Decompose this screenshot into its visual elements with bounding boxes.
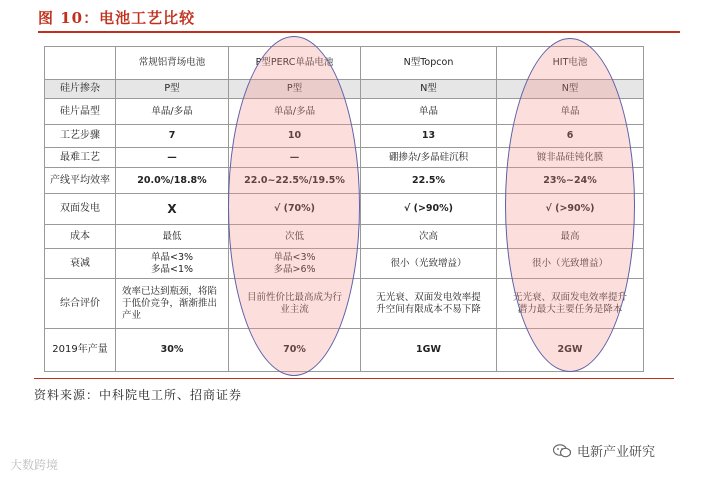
table-cell: 2GW — [497, 329, 644, 372]
header-cell-empty — [45, 47, 116, 80]
row-label: 衰减 — [45, 249, 116, 279]
table-cell: 镀非晶硅钝化膜 — [497, 148, 644, 168]
table-cell: 23%~24% — [497, 168, 644, 194]
table-cell: 单晶 — [497, 99, 644, 125]
cell-process-comparison-table — [44, 46, 644, 372]
row-label: 硅片晶型 — [45, 99, 116, 125]
table-cell: 1GW — [361, 329, 497, 372]
source-note: 资料来源：中科院电工所、招商证券 — [34, 388, 243, 402]
figure-title: 图 10：电池工艺比较 — [38, 9, 196, 27]
table-cell: — — [116, 148, 229, 168]
header-cell-hit: HIT电池 — [497, 47, 644, 80]
table-cell: 13 — [361, 125, 497, 148]
table-cell: 很小（光致增益） — [361, 249, 497, 279]
table-cell: √ (70%) — [229, 194, 361, 225]
table-cell: 次低 — [229, 225, 361, 249]
row-label: 工艺步骤 — [45, 125, 116, 148]
table-row — [45, 329, 644, 372]
row-label: 成本 — [45, 225, 116, 249]
table-cell: 7 — [116, 125, 229, 148]
source-divider — [34, 378, 674, 379]
table-cell: 硼掺杂/多晶硅沉积 — [361, 148, 497, 168]
table-row — [45, 125, 644, 148]
table-row — [45, 225, 644, 249]
table-row — [45, 168, 644, 194]
table-cell: 30% — [116, 329, 229, 372]
table-row — [45, 148, 644, 168]
table-cell: 最低 — [116, 225, 229, 249]
table-cell: — — [229, 148, 361, 168]
table-cell: P型 — [229, 80, 361, 99]
table-cell: √ (>90%) — [361, 194, 497, 225]
comparison-table-container — [44, 46, 643, 371]
header-cell-topcon: N型Topcon — [361, 47, 497, 80]
table-cell: X — [116, 194, 229, 225]
table-cell: 很小（光致增益） — [497, 249, 644, 279]
table-cell: 无光衰、双面发电效率提升空间有限成本不易下降 — [361, 279, 497, 329]
table-cell: 最高 — [497, 225, 644, 249]
table-cell: N型 — [497, 80, 644, 99]
table-cell: √ (>90%) — [497, 194, 644, 225]
row-label: 最难工艺 — [45, 148, 116, 168]
row-label: 2019年产量 — [45, 329, 116, 372]
table-cell: N型 — [361, 80, 497, 99]
table-row — [45, 279, 644, 329]
table-cell: 无光衰、双面发电效率提升潜力最大主要任务是降本 — [497, 279, 644, 329]
watermark-right-text: 电新产业研究 — [577, 445, 656, 460]
table-row — [45, 249, 644, 279]
wechat-icon — [553, 444, 571, 458]
table-cell: 单晶<3% 多晶>6% — [229, 249, 361, 279]
table-cell: 22.5% — [361, 168, 497, 194]
watermark-left: 大数跨境 — [10, 458, 59, 472]
header-cell-perc: P型PERC单晶电池 — [229, 47, 361, 80]
table-cell: 次高 — [361, 225, 497, 249]
table-cell: 单晶/多晶 — [116, 99, 229, 125]
row-label: 硅片掺杂 — [45, 80, 116, 99]
table-row — [45, 80, 644, 99]
row-label: 综合评价 — [45, 279, 116, 329]
table-cell: 10 — [229, 125, 361, 148]
title-divider — [38, 31, 680, 33]
figure-header — [38, 6, 680, 30]
table-row — [45, 99, 644, 125]
table-cell: 目前性价比最高成为行业主流 — [229, 279, 361, 329]
table-cell: P型 — [116, 80, 229, 99]
table-header-row — [45, 47, 644, 80]
table-cell: 单晶<3% 多晶<1% — [116, 249, 229, 279]
row-label: 产线平均效率 — [45, 168, 116, 194]
table-cell: 单晶 — [361, 99, 497, 125]
watermark-right — [553, 441, 655, 460]
table-cell: 20.0%/18.8% — [116, 168, 229, 194]
table-cell: 单晶/多晶 — [229, 99, 361, 125]
table-cell: 22.0~22.5%/19.5% — [229, 168, 361, 194]
table-cell: 效率已达到瓶颈，将陷于低价竞争，渐渐推出产业 — [116, 279, 229, 329]
table-cell: 70% — [229, 329, 361, 372]
table-cell: 6 — [497, 125, 644, 148]
table-row — [45, 194, 644, 225]
row-label: 双面发电 — [45, 194, 116, 225]
header-cell-bsf: 常规铝背场电池 — [116, 47, 229, 80]
